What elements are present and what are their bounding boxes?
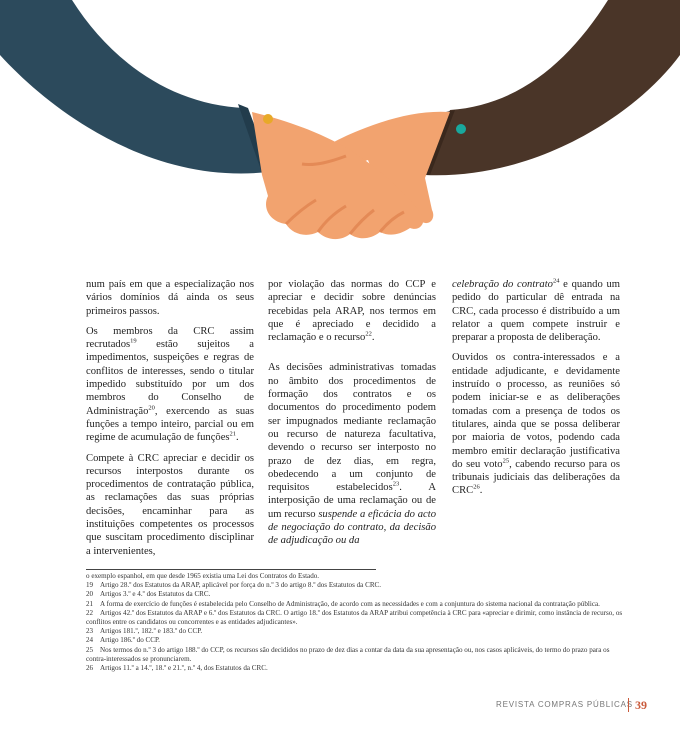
footnote-number: 19	[86, 581, 94, 590]
footer-separator	[628, 698, 629, 712]
footnote-continuation: o exemplo espanhol, em que desde 1965 existia uma Lei dos Contratos do Estado.	[86, 572, 320, 580]
footnote-ref: 22	[365, 330, 372, 338]
left-sleeve	[0, 0, 268, 173]
footnote: 24 Artigo 186.º do CCP.	[86, 636, 160, 645]
footnote-number: 20	[86, 590, 94, 599]
paragraph: As decisões administrativas tomadas no âmbito dos procedimentos de formação dos contratos e os documentos do procedimento podem ser impugnados mediante reclamação ou recurso de natureza facultativa, devendo o recurso ser interposto no prazo de dez dias, em regra, obedecendo a um conjunto de requisitos estabelecidos$^{23}$. A interposição de uma reclamação ou de um recurso suspende a eficácia do acto de negociação do contrato, da decisão de adjudicação ou da	[268, 362, 436, 547]
footnote-ref: 25	[502, 457, 510, 465]
footnote-number: 23	[86, 627, 94, 636]
footnote-ref: 23	[392, 480, 400, 488]
footnote: 22 Artigos 42.º dos Estatutos da ARAP e 6.º dos Estatutos da CRC. O artigo 18.º dos Estatutos da ARAP atribui competência à CRC para «apreciar e dirimir, como instância de recurso, os conflitos entre os candidatos ou concorrentes e as entidades adjudicantes».	[86, 608, 623, 627]
footnote: 20 Artigos 3.º e 4.º dos Estatutos da CRC.	[86, 590, 211, 599]
italic-text: suspende a eficácia do acto de negociação do contrato, da decisão de adjudicação ou da	[268, 508, 436, 547]
footnote-ref: 21	[229, 430, 237, 438]
footnote-ref: 19	[130, 337, 137, 345]
footnotes	[86, 572, 626, 673]
footnote-rule	[86, 569, 376, 570]
paragraph: Compete à CRC apreciar e decidir os recursos interpostos durante os procedimentos de contratação pública, as reclamações das suas próprias decisões, encaminhar para as instituições competentes os processos que suscitam procedimento disciplinar a intervenientes,	[86, 452, 254, 557]
footnote: 26 Artigos 11.º a 14.º, 18.º e 21.º, n.º 4, dos Estatutos da CRC.	[86, 664, 268, 673]
footnote-number: 24	[86, 636, 94, 645]
footnote: 19 Artigo 28.º dos Estatutos da ARAP, aplicável por força do n.º 3 do artigo 8.º dos Estatutos da CRC.	[86, 581, 382, 590]
page-number: 39	[635, 698, 647, 712]
text-column-3	[452, 278, 620, 505]
footnote: 23 Artigos 181.º, 182.º e 183.º do CCP.	[86, 627, 203, 636]
yellow-dot	[263, 114, 273, 124]
footnote-ref: 24	[552, 277, 560, 285]
teal-dot	[456, 124, 466, 134]
paragraph: Os membros da CRC assim recrutados$^{19}$ estão sujeitos a impedimentos, suspeições e regras de conflitos de interesses, sendo o titular impedido substituído por um dos membros do Conselho de Administração$^{20}$, exercendo as suas funções a tempo inteiro, parcial ou em regime de acumulação de funções$^{21}$.	[86, 325, 254, 444]
handshake-illustration	[0, 0, 680, 270]
footnote-number: 21	[86, 599, 94, 608]
text-column-2	[268, 278, 436, 555]
right-sleeve	[425, 0, 680, 175]
magazine-name: REVISTA COMPRAS PÚBLICAS	[496, 700, 633, 709]
footnote: 21 A forma de exercício de funções é estabelecida pelo Conselho de Administração, de acordo com as necessidades e com a conjuntura do sistema nacional da contratação pública.	[86, 599, 600, 608]
paragraph: celebração do contrato$^{24}$ e quando um pedido do particular dê entrada na CRC, cada processo é distribuído a um relator a quem compete instruir e preparar a proposta de deliberação.	[452, 277, 620, 344]
footnote: 25 Nos termos do n.º 3 do artigo 188.º do CCP, os recursos são decididos no prazo de dez dias a contar da data da sua apresentação ou, nos casos aplicáveis, do termo do prazo para os contra-interessados se pronunciarem.	[86, 645, 610, 663]
text-column-1	[86, 278, 254, 565]
footnote-number: 25	[86, 645, 94, 654]
footnote-number: 26	[86, 664, 94, 673]
paragraph: num país em que a especialização nos vários domínios dá ainda os seus primeiros passos.	[86, 279, 254, 317]
footnote-ref: 26	[473, 483, 480, 491]
footnote-ref: 20	[148, 404, 155, 412]
paragraph: Ouvidos os contra-interessados e a entidade adjudicante, e devidamente instruído o processo, as reuniões só podem iniciar-se e as deliberações tomadas com a presença de todos os titulares, ainda que se possa deliberar por maioria de votos, podendo cada membro emitir declaração justificativa do seu voto$^{25}$, cabendo recurso para os tribunais judiciais das deliberações da CRC$^{26}$.	[452, 352, 620, 497]
paragraph: por violação das normas do CCP e apreciar e decidir sobre denúncias recebidas pela ARAP, nos termos em que é apreciado e decidido a reclamação e o recurso$^{22}$.	[268, 279, 436, 344]
footnote-number: 22	[86, 608, 94, 617]
